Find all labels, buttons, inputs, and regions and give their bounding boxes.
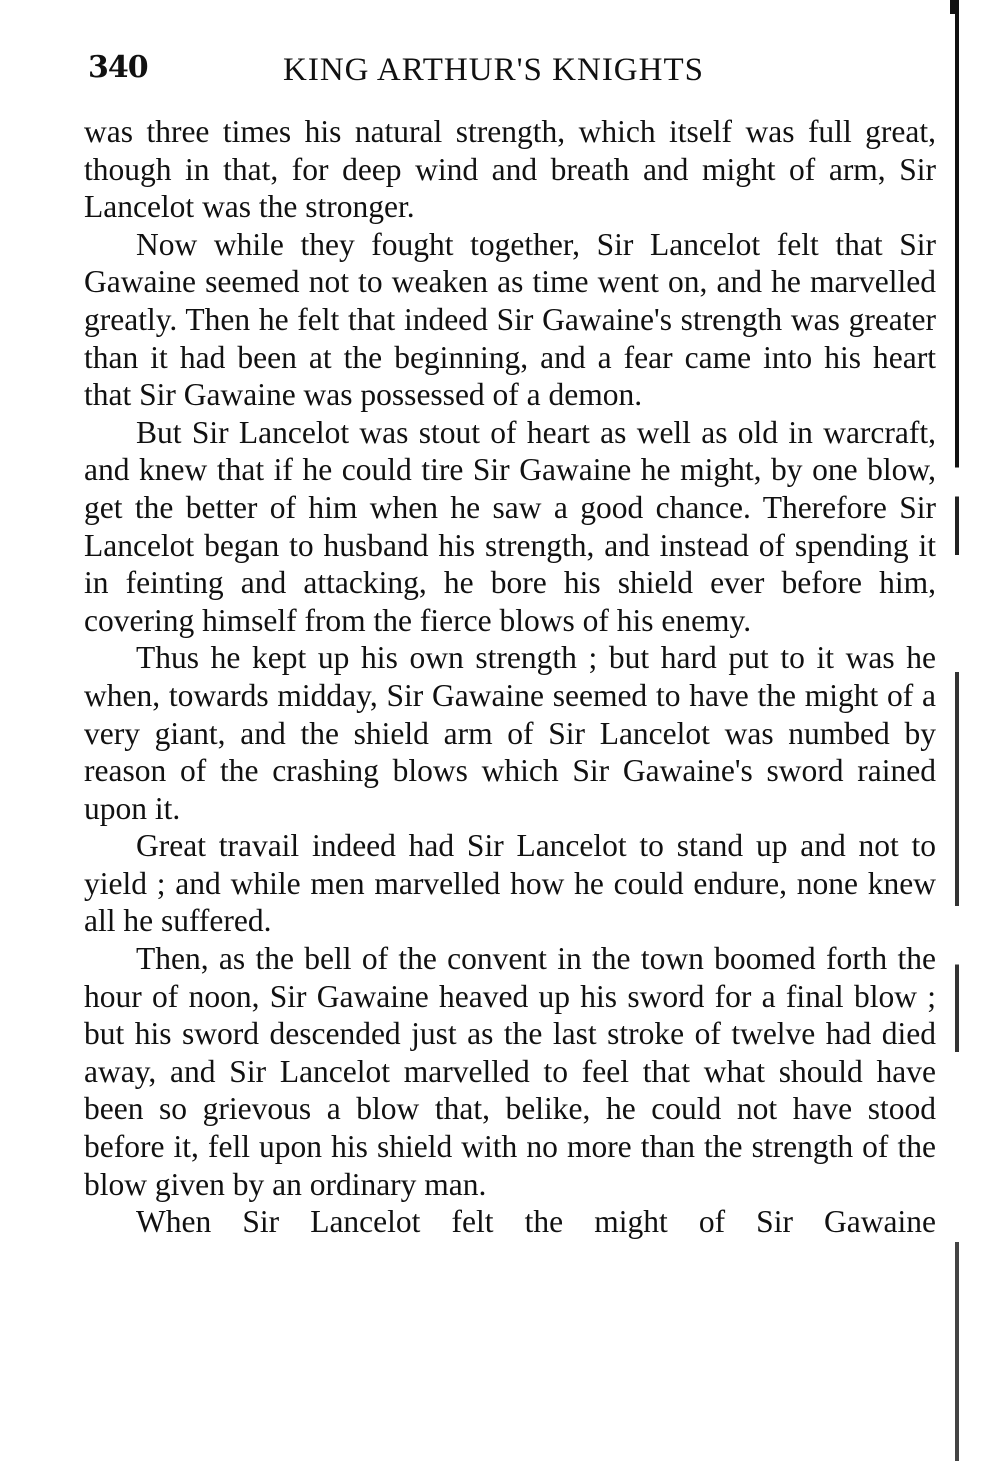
paragraph: But Sir Lancelot was stout of heart as well as old in warcraft, and knew that if he could tire Sir Gawaine he might, by one blow, get the better of him when he saw a good chance. Therefore Sir Lancelot began to husband his strength, and instead of spending it in feinting and attacking, he bore his shield ever before him, covering himself from the fierce blows of his enemy. xyxy=(84,414,936,638)
paragraph: was three times his natural strength, which itself was full great, though in that, for deep wind and breath and might of arm, Sir Lancelot was the stronger. xyxy=(84,114,936,225)
paragraph: Then, as the bell of the convent in the town boomed forth the hour of noon, Sir Gawaine heaved up his sword for a final blow ; but his sword descended just as the last stroke of twelve had died away, and Sir Lancelot marvelled to feel that what should have been so grievous a blow that, belike, he could not have stood before it, fell upon his shield with no more than the strength of the blow given by an ordinary man. xyxy=(84,941,936,1202)
running-head xyxy=(88,50,788,100)
paragraph: When Sir Lancelot felt the might of Sir Gawaine xyxy=(136,1204,936,1240)
paragraph: Thus he kept up his own strength ; but hard put to it was he when, towards midday, Sir Gawaine seemed to have the might of a very giant, and the shield arm of Sir Lancelot was numbed by reason of the crashing blows which Sir Gawaine's sword rained upon it. xyxy=(84,640,936,826)
paragraph: Great travail indeed had Sir Lancelot to stand up and not to yield ; and while men marvelled how he could endure, none knew all he suffered. xyxy=(84,828,936,939)
body-text xyxy=(84,113,936,1241)
running-title: KING ARTHUR'S KNIGHTS xyxy=(283,52,704,88)
binding-edge xyxy=(955,0,959,1461)
page-number: 340 xyxy=(88,50,148,85)
paragraph: Now while they fought together, Sir Lancelot felt that Sir Gawaine seemed not to weaken as time went on, and he marvelled greatly. Then he felt that indeed Sir Gawaine's strength was greater than it had been at the beginning, and a fear came into his heart that Sir Gawaine was possessed of a demon. xyxy=(84,226,936,413)
